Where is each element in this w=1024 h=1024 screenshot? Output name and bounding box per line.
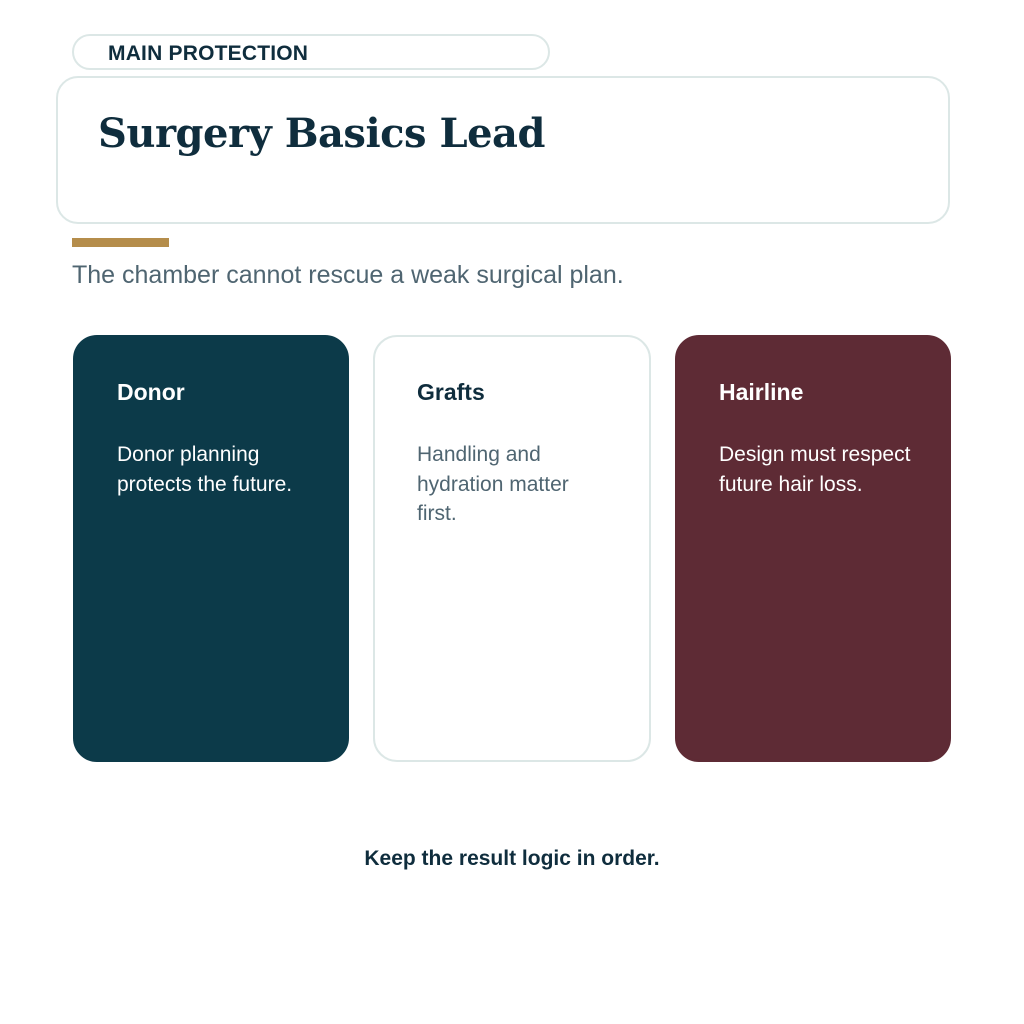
card-donor-title: Donor <box>117 379 185 405</box>
card-donor-body: Donor planning protects the future. <box>117 443 293 496</box>
page-subtitle: The chamber cannot rescue a weak surgical plan. <box>72 261 624 289</box>
section-eyebrow-pill <box>72 34 550 70</box>
card-hairline-title: Hairline <box>719 379 804 405</box>
card-grafts <box>373 335 651 762</box>
card-donor <box>73 335 349 762</box>
card-grafts-title: Grafts <box>417 379 485 405</box>
card-grafts-body: Handling and hydration matter first. <box>417 443 569 525</box>
section-eyebrow-label: MAIN PROTECTION <box>108 42 309 65</box>
accent-divider <box>72 238 169 247</box>
page-title: Surgery Basics Lead <box>98 110 545 157</box>
card-hairline-body: Design must respect future hair loss. <box>719 443 911 496</box>
title-card <box>56 76 950 224</box>
footer-note: Keep the result logic in order. <box>364 847 660 870</box>
card-hairline <box>675 335 951 762</box>
